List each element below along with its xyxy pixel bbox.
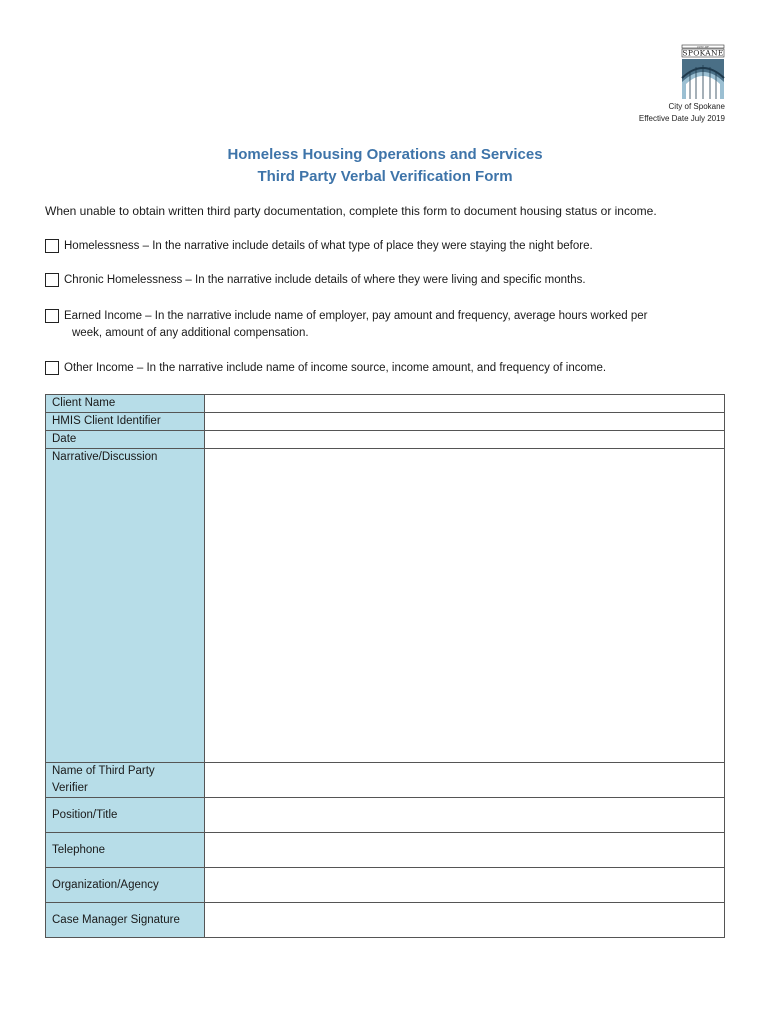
checkbox-earned-income[interactable] [45, 309, 59, 323]
client-name-field[interactable] [205, 395, 725, 413]
label-line: Verifier [52, 782, 88, 794]
checkbox-label: Chronic Homelessness – In the narrative include details of where they were living and specific months. [64, 274, 586, 286]
label-client-name: Client Name [46, 395, 205, 413]
org-name: City of Spokane [668, 102, 725, 111]
label-date: Date [46, 431, 205, 449]
checkbox-chronic-homelessness-row [45, 272, 735, 289]
table-row [46, 798, 725, 833]
checkbox-label: Earned Income – In the narrative include name of employer, pay amount and frequency, average hours worked per [64, 310, 648, 322]
city-of-spokane-logo [680, 44, 726, 100]
telephone-field[interactable] [205, 833, 725, 868]
checkbox-other-income-row [45, 360, 735, 377]
table-row [46, 763, 725, 798]
table-row [46, 903, 725, 938]
table-row [46, 431, 725, 449]
checkbox-earned-income-row [45, 308, 735, 342]
checkbox-label: Homelessness – In the narrative include details of what type of place they were staying the night before. [64, 240, 593, 252]
table-row [46, 413, 725, 431]
checkbox-label: Other Income – In the narrative include name of income source, income amount, and frequency of income. [64, 362, 607, 374]
label-position: Position/Title [46, 798, 205, 833]
svg-text:CITY OF: CITY OF [697, 45, 709, 49]
title-line-1: Homeless Housing Operations and Services [227, 146, 543, 163]
label-organization: Organization/Agency [46, 868, 205, 903]
table-row [46, 449, 725, 763]
label-telephone: Telephone [46, 833, 205, 868]
label-signature: Case Manager Signature [46, 903, 205, 938]
checkbox-label-continued: week, amount of any additional compensation. [72, 327, 309, 339]
organization-field[interactable] [205, 868, 725, 903]
title-line-2: Third Party Verbal Verification Form [257, 168, 513, 185]
table-row [46, 833, 725, 868]
hmis-id-field[interactable] [205, 413, 725, 431]
date-field[interactable] [205, 431, 725, 449]
label-hmis-id: HMIS Client Identifier [46, 413, 205, 431]
signature-field[interactable] [205, 903, 725, 938]
checkbox-homelessness[interactable] [45, 239, 59, 253]
checkbox-chronic-homelessness[interactable] [45, 273, 59, 287]
verifier-name-field[interactable] [205, 763, 725, 798]
effective-date: Effective Date July 2019 [638, 114, 725, 123]
table-row [46, 868, 725, 903]
svg-text:SPOKANE: SPOKANE [682, 48, 724, 58]
checkbox-homelessness-row [45, 238, 735, 255]
header-org-info [639, 101, 725, 125]
label-narrative: Narrative/Discussion [46, 449, 205, 763]
intro-text: When unable to obtain written third party documentation, complete this form to document housing status or income. [45, 204, 657, 218]
label-line: Name of Third Party [52, 765, 155, 777]
table-row [46, 395, 725, 413]
position-field[interactable] [205, 798, 725, 833]
verification-form-table [45, 394, 725, 938]
label-third-party-verifier [46, 763, 205, 798]
checkbox-other-income[interactable] [45, 361, 59, 375]
form-title [0, 144, 770, 188]
narrative-field[interactable] [205, 449, 725, 763]
